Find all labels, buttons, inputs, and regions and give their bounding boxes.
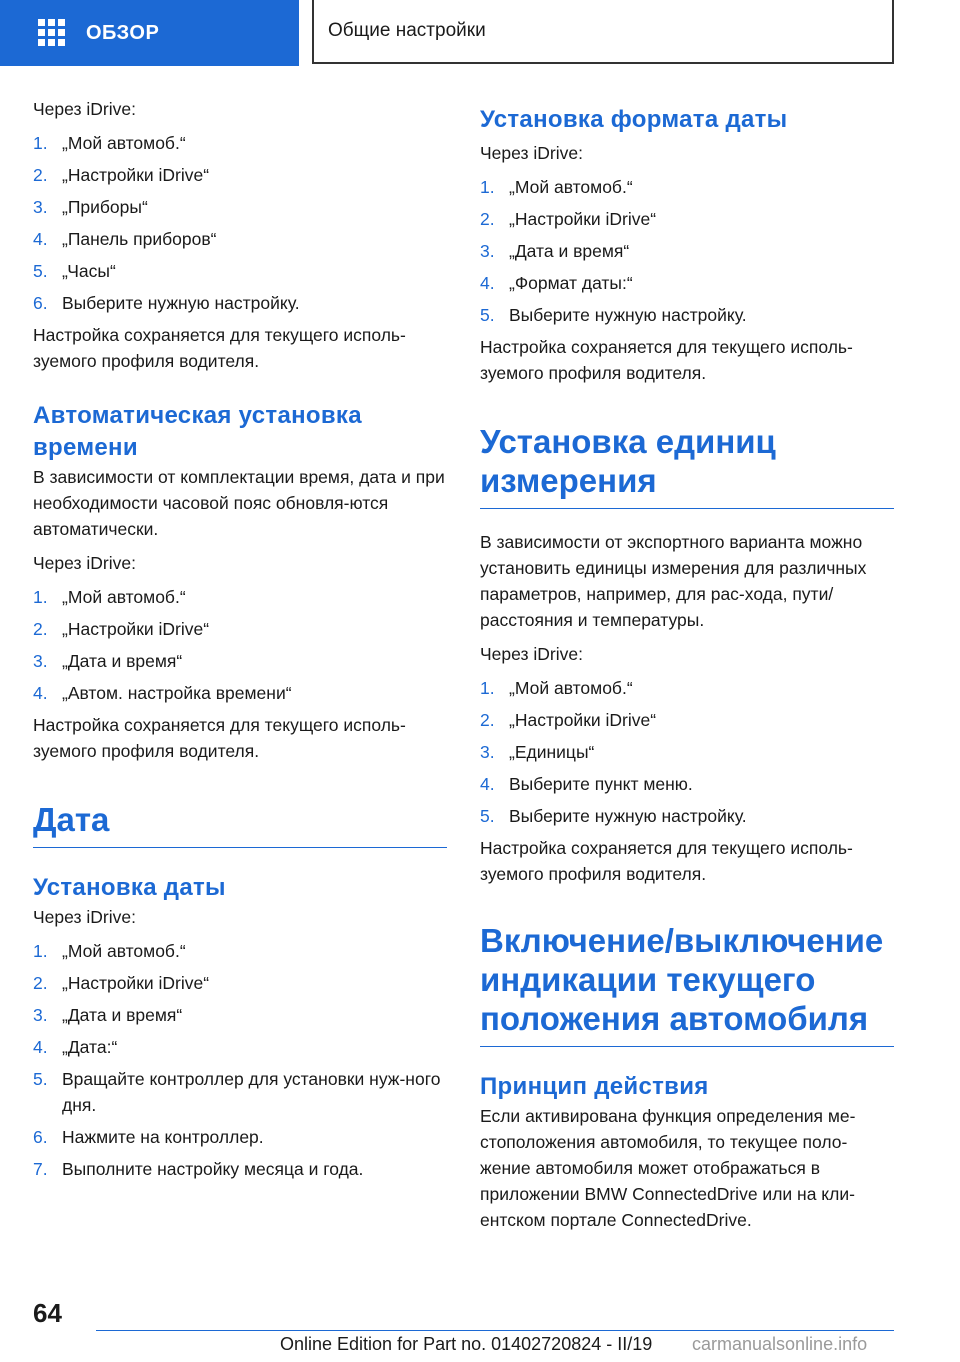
intro-text: Через iDrive: xyxy=(33,553,136,573)
list-item: 2. „Настройки iDrive“ xyxy=(33,973,210,993)
intro-text: Через iDrive: xyxy=(33,99,136,119)
note-text: Настройка сохраняется для текущего исполь-зуемого профиля водителя. xyxy=(480,838,853,884)
heading-date-format: Установка формата даты xyxy=(480,106,788,133)
steps-list xyxy=(33,938,447,1182)
list-item: 5. Вращайте контроллер для установки нуж-ного дня. xyxy=(33,1069,441,1115)
heading-position: Включение/выключение индикации текущего положения автомобиля xyxy=(480,922,884,1037)
list-item: 3. „Приборы“ xyxy=(33,197,148,217)
heading-set-date: Установка даты xyxy=(33,874,226,901)
list-item: 1. „Мой автомоб.“ xyxy=(33,587,186,607)
watermark: carmanualsonline.info xyxy=(692,1334,868,1354)
section-position xyxy=(480,921,894,1047)
principle-paragraph: Если активирована функция определения ме-стоположения автомобиля, то текущее поло-жение автомобиля может отображаться в приложении BMW ConnectedDrive или на кли-ентском портале ConnectedDrive. xyxy=(480,1106,856,1230)
heading-principle: Принцип действия xyxy=(480,1073,709,1100)
intro-text: Через iDrive: xyxy=(33,907,136,927)
intro-text: Через iDrive: xyxy=(480,143,583,163)
tab-overview[interactable] xyxy=(0,0,299,66)
intro-text: Через iDrive: xyxy=(480,644,583,664)
list-item: 3. „Единицы“ xyxy=(480,742,595,762)
list-item: 3. „Дата и время“ xyxy=(33,1005,183,1025)
steps-list xyxy=(480,675,894,829)
tab-section-label: Общие настройки xyxy=(328,20,486,41)
tab-section[interactable] xyxy=(312,0,894,64)
steps-list xyxy=(33,584,447,706)
units-paragraph: В зависимости от экспортного варианта можно установить единицы измерения для различных параметров, например, для рас-хода, пути/расстояния и температуры. xyxy=(480,532,867,630)
list-item: 4. „Панель приборов“ xyxy=(33,229,217,249)
list-item: 2. „Настройки iDrive“ xyxy=(33,165,210,185)
list-item: 5. Выберите нужную настройку. xyxy=(480,806,747,826)
grid-icon xyxy=(38,19,66,47)
heading-auto-time: Автоматическая установка времени xyxy=(33,402,362,461)
note-text: Настройка сохраняется для текущего исполь-зуемого профиля водителя. xyxy=(480,337,853,383)
list-item: 2. „Настройки iDrive“ xyxy=(33,619,210,639)
heading-units: Установка единиц измерения xyxy=(480,423,776,499)
list-item: 4. „Формат даты:“ xyxy=(480,273,633,293)
footer-divider xyxy=(96,1330,894,1331)
list-item: 4. Выберите пункт меню. xyxy=(480,774,693,794)
auto-time-paragraph: В зависимости от комплектации время, дата и при необходимости часовой пояс обновля-ются автоматически. xyxy=(33,467,445,539)
list-item: 2. „Настройки iDrive“ xyxy=(480,710,657,730)
heading-date: Дата xyxy=(33,801,110,838)
left-column xyxy=(33,96,447,1188)
tab-overview-label: ОБЗОР xyxy=(86,21,160,44)
list-item: 1. „Мой автомоб.“ xyxy=(33,133,186,153)
footer-edition: Online Edition for Part no. 01402720824 - II/19 xyxy=(280,1334,653,1354)
list-item: 5. „Часы“ xyxy=(33,261,116,281)
list-item: 4. „Дата:“ xyxy=(33,1037,118,1057)
list-item: 6. Нажмите на контроллер. xyxy=(33,1127,264,1147)
list-item: 1. „Мой автомоб.“ xyxy=(33,941,186,961)
list-item: 6. Выберите нужную настройку. xyxy=(33,293,300,313)
list-item: 3. „Дата и время“ xyxy=(480,241,630,261)
list-item: 7. Выполните настройку месяца и года. xyxy=(33,1159,364,1179)
note-text: Настройка сохраняется для текущего исполь-зуемого профиля водителя. xyxy=(33,325,406,371)
list-item: 1. „Мой автомоб.“ xyxy=(480,177,633,197)
list-item: 5. Выберите нужную настройку. xyxy=(480,305,747,325)
list-item: 3. „Дата и время“ xyxy=(33,651,183,671)
list-item: 1. „Мой автомоб.“ xyxy=(480,678,633,698)
note-text: Настройка сохраняется для текущего исполь-зуемого профиля водителя. xyxy=(33,715,406,761)
list-item: 2. „Настройки iDrive“ xyxy=(480,209,657,229)
page-number: 64 xyxy=(33,1298,62,1328)
header xyxy=(0,0,960,66)
steps-list xyxy=(480,174,894,328)
list-item: 4. „Автом. настройка времени“ xyxy=(33,683,292,703)
right-column xyxy=(480,104,894,1233)
section-units xyxy=(480,422,894,509)
steps-list xyxy=(33,130,447,316)
section-date xyxy=(33,800,447,848)
